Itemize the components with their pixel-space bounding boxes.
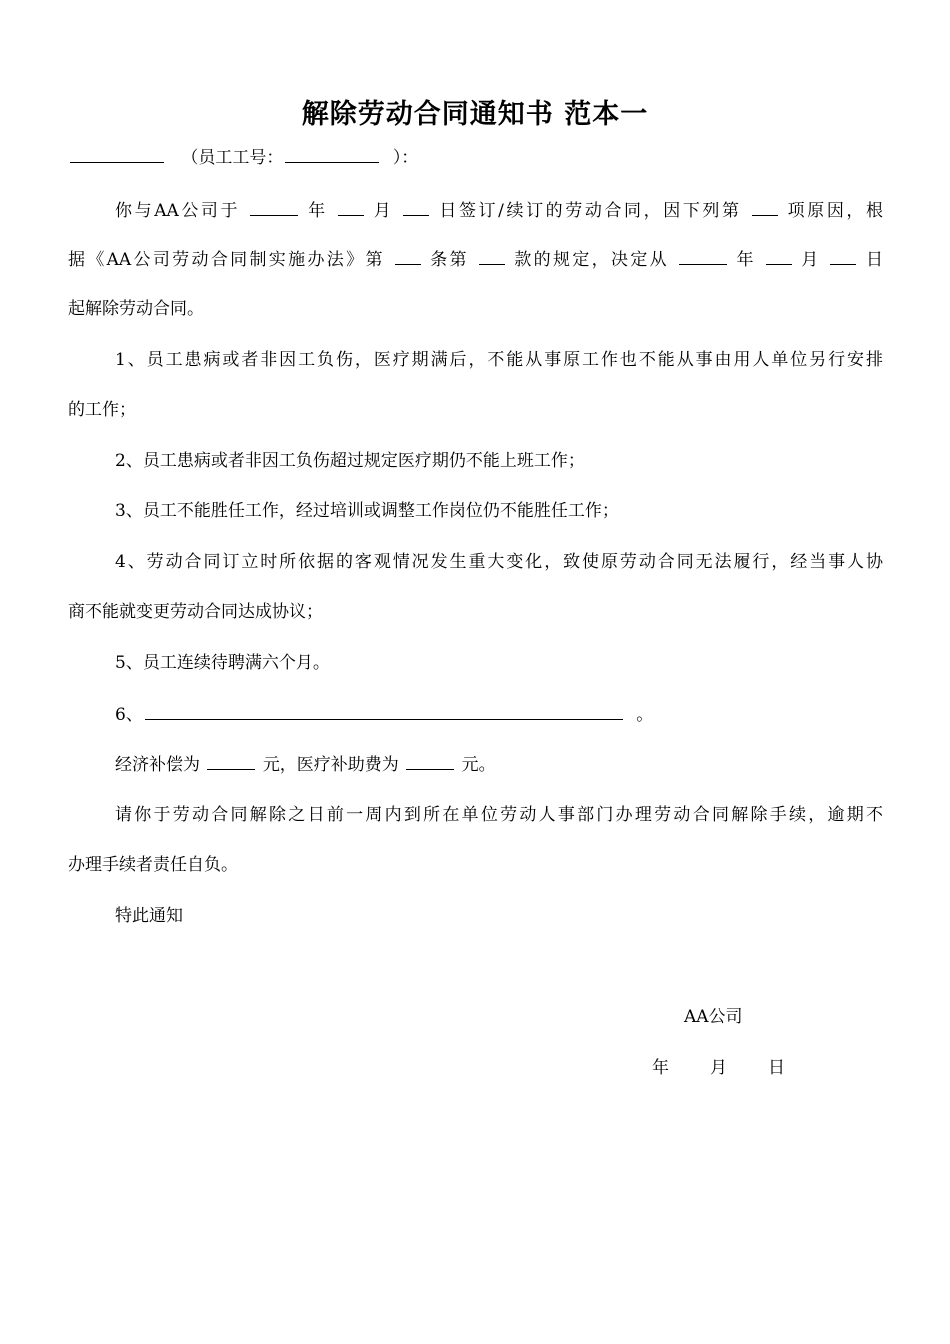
reason-1-line2: 的工作； — [68, 400, 136, 420]
end-year-blank[interactable] — [679, 247, 727, 265]
reason-3: 3、员工不能胜任工作，经过培训或调整工作岗位仍不能胜任工作； — [115, 501, 619, 521]
para1-line1 — [115, 198, 883, 223]
para1-year: 年 — [308, 201, 328, 221]
medical-subsidy-label: 元，医疗补助费为 — [262, 755, 399, 775]
closing-text: 特此通知 — [115, 906, 183, 926]
para1-text: 项原因，根 — [787, 201, 884, 221]
employee-id-blank[interactable] — [285, 145, 379, 163]
clause-blank[interactable] — [479, 247, 505, 265]
para1-year: 年 — [736, 250, 756, 270]
reason-6-prefix: 6、 — [115, 705, 143, 725]
procedure-line1: 请你于劳动合同解除之日前一周内到所在单位劳动人事部门办理劳动合同解除手续，逾期不 — [115, 805, 883, 825]
para1-line3: 起解除劳动合同。 — [68, 299, 204, 319]
para1-month: 月 — [801, 250, 821, 270]
sign-day-blank[interactable] — [403, 198, 429, 216]
reason-1-line1: 1、员工患病或者非因工负伤，医疗期满后，不能从事原工作也不能从事由用人单位另行安排 — [115, 350, 883, 370]
para1-text: 款的规定，决定从 — [514, 250, 669, 270]
document-title: 解除劳动合同通知书 范本一 — [301, 99, 649, 130]
signature-day: 日 — [768, 1058, 785, 1078]
medical-subsidy-blank[interactable] — [406, 752, 454, 770]
reason-6-blank[interactable] — [145, 702, 623, 720]
reason-number-blank[interactable] — [752, 198, 778, 216]
signature-company: AA公司 — [684, 1007, 743, 1027]
compensation-label: 经济补偿为 — [115, 755, 200, 775]
reason-4-line1: 4、劳动合同订立时所依据的客观情况发生重大变化，致使原劳动合同无法履行，经当事人协 — [115, 552, 883, 572]
signature-month: 月 — [710, 1058, 727, 1078]
article-blank[interactable] — [395, 247, 421, 265]
reason-6 — [115, 702, 883, 727]
reason-2: 2、员工患病或者非因工负伤超过规定医疗期仍不能上班工作； — [115, 451, 585, 471]
end-day-blank[interactable] — [830, 247, 856, 265]
para1-text: 你与AA公司于 — [115, 201, 241, 221]
end-month-blank[interactable] — [766, 247, 792, 265]
para1-text: 据《AA公司劳动合同制实施办法》第 — [68, 250, 385, 270]
reason-6-suffix: 。 — [636, 705, 654, 725]
sign-year-blank[interactable] — [250, 198, 298, 216]
para1-text: 条第 — [430, 250, 469, 270]
signature-year: 年 — [652, 1058, 669, 1078]
reason-4-line2: 商不能就变更劳动合同达成协议； — [68, 602, 323, 622]
para1-day: 日 — [866, 250, 884, 270]
compensation-amount-blank[interactable] — [207, 752, 255, 770]
para1-text: 日签订/续订的劳动合同，因下列第 — [439, 201, 742, 221]
procedure-line2: 办理手续者责任自负。 — [68, 855, 238, 875]
reason-5: 5、员工连续待聘满六个月。 — [115, 653, 330, 673]
para1-month: 月 — [373, 201, 394, 221]
employee-name-blank[interactable] — [70, 145, 164, 163]
sign-month-blank[interactable] — [338, 198, 364, 216]
addressee-close: ）： — [392, 148, 419, 168]
compensation-line — [115, 752, 883, 777]
employee-id-label: （员工工号： — [181, 148, 284, 168]
addressee-line — [68, 145, 883, 170]
para1-line2 — [68, 247, 883, 272]
compensation-unit: 元。 — [461, 755, 496, 775]
